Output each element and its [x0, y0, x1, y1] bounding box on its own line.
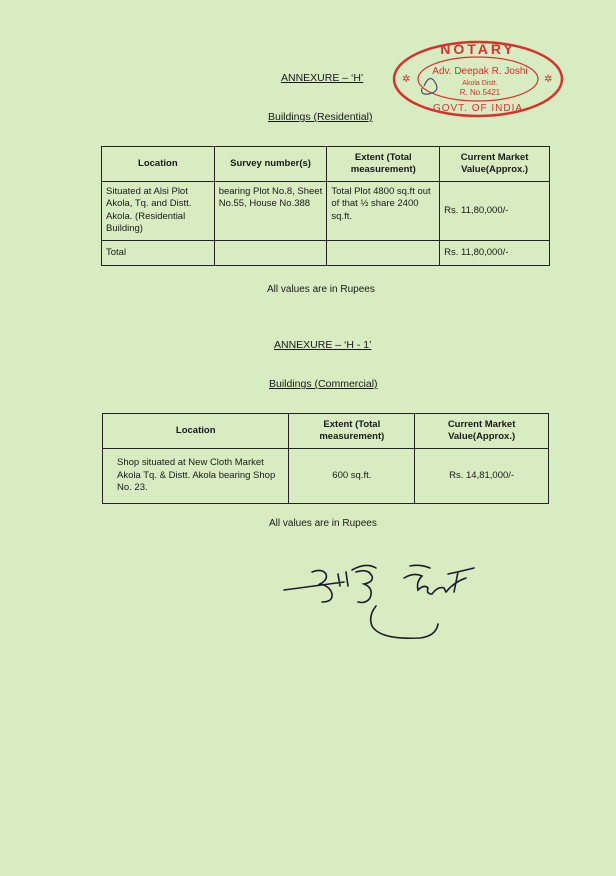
cell-survey-number: bearing Plot No.8, Sheet No.55, House No.388: [214, 182, 327, 241]
cell-location: Situated at Alsi Plot Akola, Tq. and Distt. Akola. (Residential Building): [102, 182, 215, 241]
cell-extent: 600 sq.ft.: [289, 449, 415, 504]
table-total-row: [102, 241, 550, 266]
annexure-h1-subtitle: Buildings (Commercial): [269, 378, 378, 390]
svg-text:GOVT. OF INDIA: GOVT. OF INDIA: [432, 103, 524, 114]
table-header-row: [102, 147, 550, 182]
header-location: Location: [102, 147, 215, 182]
annexure-h1-title: ANNEXURE – ‘H - 1’: [274, 339, 372, 351]
handwritten-signature: [282, 560, 482, 644]
cell-market-value: Rs. 14,81,000/-: [415, 449, 549, 504]
cell-empty: [327, 241, 440, 266]
annexure-h-note: All values are in Rupees: [267, 284, 375, 295]
header-market-value: Current Market Value(Approx.): [440, 147, 550, 182]
svg-text:✲: ✲: [402, 74, 411, 85]
table-row: [102, 182, 550, 241]
notary-stamp: [392, 40, 564, 118]
svg-text:Akola Distt.: Akola Distt.: [462, 80, 498, 87]
cell-empty: [214, 241, 327, 266]
header-extent: Extent (Total measurement): [289, 414, 415, 449]
cell-location: Shop situated at New Cloth Market Akola Tq. & Distt. Akola bearing Shop No. 23.: [103, 449, 289, 504]
cell-extent: Total Plot 4800 sq.ft out of that ½ share 2400 sq.ft.: [327, 182, 440, 241]
header-extent: Extent (Total measurement): [327, 147, 440, 182]
header-survey-number: Survey number(s): [214, 147, 327, 182]
table-row: [103, 449, 549, 504]
cell-total-label: Total: [102, 241, 215, 266]
header-market-value: Current Market Value(Approx.): [415, 414, 549, 449]
svg-text:R. No.5421: R. No.5421: [459, 88, 501, 97]
svg-text:✲: ✲: [544, 74, 553, 85]
cell-total-value: Rs. 11,80,000/-: [440, 241, 550, 266]
annexure-h-title: ANNEXURE – ‘H’: [281, 72, 364, 84]
annexure-h1-note: All values are in Rupees: [269, 518, 377, 529]
annexure-h-subtitle: Buildings (Residential): [268, 111, 373, 123]
header-location: Location: [103, 414, 289, 449]
svg-text:Adv. Deepak R. Joshi: Adv. Deepak R. Joshi: [432, 66, 528, 77]
commercial-buildings-table: [102, 413, 549, 504]
table-header-row: [103, 414, 549, 449]
residential-buildings-table: [101, 146, 550, 266]
svg-text:NOTARY: NOTARY: [440, 41, 516, 57]
cell-market-value: Rs. 11,80,000/-: [440, 182, 550, 241]
